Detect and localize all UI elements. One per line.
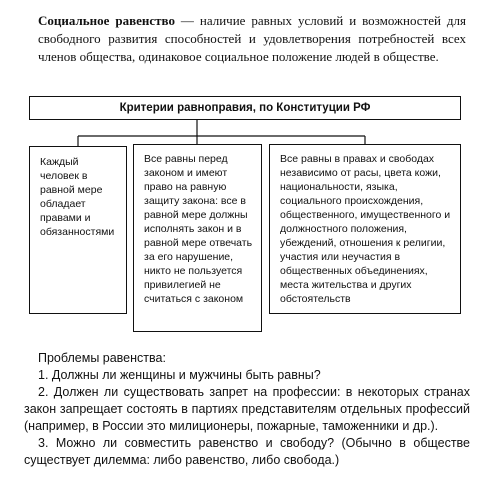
problem-item: 3. Можно ли совместить равенство и свободу? (Обычно в обществе существует дилемма: либо равенство, либо свобода.)	[24, 436, 470, 467]
criterion-text: Все равны перед законом и имеют право на равную защиту закона: все в равной мере должны исполнять закон и в равной мере отвечать за его нарушение, никто не пользуется привилегией не считаться с законом	[144, 153, 253, 305]
problem-item: 1. Должны ли женщины и мужчины быть равны?	[38, 368, 321, 382]
diagram-header	[29, 96, 461, 120]
defined-term: Социальное равенство	[38, 13, 175, 28]
criterion-box-rights	[29, 146, 127, 314]
problems-title: Проблемы равенства:	[38, 351, 166, 365]
criterion-box-freedoms	[269, 144, 461, 314]
diagram-header-label: Критерии равноправия, по Конституции РФ	[119, 102, 371, 114]
criterion-box-law	[133, 144, 262, 332]
definition-paragraph	[38, 12, 466, 66]
definition-text: — наличие равных условий и возможностей для свободного развития способностей и удовлетворения потребностей всех членов общества, одинаковое социальное положение людей в обществе.	[38, 13, 466, 64]
criterion-text: Каждый человек в равной мере обладает правами и обязанностями	[40, 156, 115, 238]
problems-section	[24, 350, 470, 469]
problem-item: 2. Должен ли существовать запрет на профессии: в некоторых странах закон запрещает состоять в партиях представителям отдельных профессий (например, в России это милиционеры, пожарные, таможенники и др.).	[24, 385, 470, 433]
criterion-text: Все равны в правах и свободах независимо от расы, цвета кожи, национальности, языка, социального происхождения, общественного, имущественного и должностного положения, убеждений, отношения к религии, участия или неучастия в общественных объединениях, места жительства и других обстоятельств	[280, 153, 451, 305]
